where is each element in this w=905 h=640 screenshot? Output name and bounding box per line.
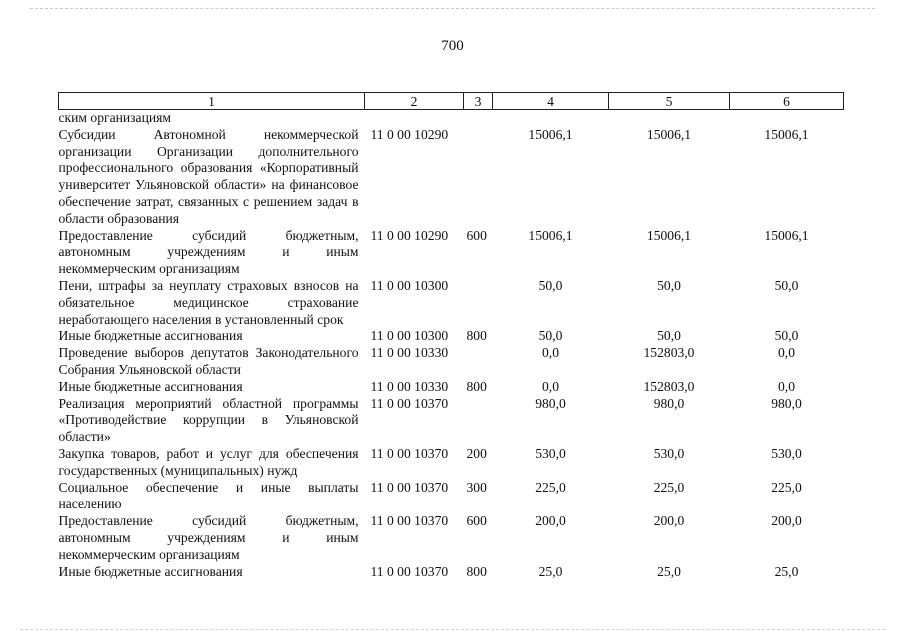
table-row [59,513,844,563]
row-code: 11 0 00 10370 [370,395,449,411]
row-value-year-2: 152803,0 [643,378,695,394]
row-value-year-2: 200,0 [653,513,685,529]
column-header: 6 [730,93,844,110]
row-expense-type: 600 [466,513,487,529]
table-row [59,480,844,514]
row-expense-type: 200 [466,445,487,461]
column-header: 3 [464,93,493,110]
row-value-year-3: 0,0 [778,378,795,394]
row-value-year-1: 0,0 [542,378,559,394]
table-header-row [59,93,844,110]
row-name: Предоставление субсидий бюджетным, автономным учреждениям и иным некоммерческим организациям [58,513,359,562]
row-expense-type: 800 [466,563,487,579]
row-name: Иные бюджетные ассигнования [58,328,243,344]
row-name: Субсидии Автономной некоммерческой организации Организации дополнительного профессионального образования «Корпоративный университет Ульяновской области» на финансовое обеспечение затрат, связанных с решением задач в области образования [58,126,359,226]
row-value-year-2: 50,0 [657,277,681,293]
row-value-year-3: 200,0 [771,513,802,529]
row-value-year-3: 50,0 [774,328,799,344]
scan-top-edge [30,8,875,9]
row-code: 11 0 00 10290 [370,126,449,142]
table-row [59,396,844,446]
table-row [59,228,844,278]
row-code: 11 0 00 10290 [370,227,449,243]
row-expense-type [464,278,493,328]
row-value-year-3: 980,0 [771,395,802,411]
row-name: Предоставление субсидий бюджетным, автономным учреждениям и иным некоммерческим организациям [58,227,359,277]
column-header: 5 [609,93,730,110]
row-name: Социальное обеспечение и иные выплаты населению [58,479,359,512]
row-value-year-2: 530,0 [653,445,685,461]
table-row [59,110,844,127]
row-value-year-2: 980,0 [653,395,685,411]
row-value-year-1: 225,0 [535,479,566,495]
table-row [59,564,844,581]
row-value-year-1: 200,0 [535,513,566,529]
column-header: 4 [493,93,609,110]
row-name: Иные бюджетные ассигнования [58,563,243,579]
table-row [59,127,844,228]
row-value-year-1: 980,0 [535,395,566,411]
row-value-year-3: 25,0 [774,563,799,579]
row-name: Пени, штрафы за неуплату страховых взносов на обязательное медицинское страхование неработающего населения в установленный срок [58,277,359,327]
row-expense-type [464,127,493,228]
row-value-year-1: 0,0 [542,345,559,361]
row-name: Иные бюджетные ассигнования [58,378,243,394]
row-code [365,110,464,127]
table-row [59,446,844,480]
row-code: 11 0 00 10370 [370,445,449,461]
row-value-year-3: 225,0 [771,479,802,495]
row-value-year-1: 15006,1 [528,126,573,142]
row-value-year-3: 15006,1 [764,227,809,243]
row-value-year-3 [730,110,844,127]
row-value-year-2: 50,0 [657,328,681,344]
row-code: 11 0 00 10370 [370,479,449,495]
row-code: 11 0 00 10330 [370,345,449,361]
row-value-year-1: 25,0 [538,563,563,579]
row-code: 11 0 00 10300 [370,277,449,293]
row-expense-type [464,345,493,379]
table-row [59,379,844,396]
table-row [59,345,844,379]
row-name: Закупка товаров, работ и услуг для обеспечения государственных (муниципальных) нужд [58,445,359,478]
row-value-year-2: 15006,1 [646,227,692,243]
row-value-year-1: 50,0 [538,277,563,293]
row-expense-type: 800 [466,378,487,394]
row-value-year-1: 15006,1 [528,227,573,243]
row-value-year-2: 152803,0 [643,345,695,361]
row-value-year-2 [609,110,730,127]
row-value-year-1 [493,110,609,127]
row-code: 11 0 00 10370 [370,513,449,529]
row-expense-type [464,110,493,127]
row-code: 11 0 00 10300 [370,328,449,344]
row-expense-type [464,396,493,446]
row-code: 11 0 00 10370 [370,563,449,579]
column-header: 2 [365,93,464,110]
row-expense-type: 300 [466,479,487,495]
row-value-year-2: 225,0 [653,479,685,495]
row-value-year-2: 25,0 [657,563,681,579]
row-name: ским организациям [58,110,171,125]
row-expense-type: 600 [466,227,487,243]
budget-table [58,92,844,580]
row-value-year-3: 0,0 [778,345,795,361]
row-expense-type: 800 [466,328,487,344]
scan-bottom-edge [20,629,885,630]
row-value-year-3: 15006,1 [764,126,809,142]
row-value-year-3: 50,0 [774,277,799,293]
column-header: 1 [59,93,365,110]
row-code: 11 0 00 10330 [370,378,449,394]
row-value-year-1: 530,0 [535,445,566,461]
table-row [59,328,844,345]
row-value-year-3: 530,0 [771,445,802,461]
table-row [59,278,844,328]
page-number: 700 [441,38,464,54]
row-value-year-1: 50,0 [538,328,563,344]
row-name: Проведение выборов депутатов Законодательного Собрания Ульяновской области [58,345,359,377]
row-name: Реализация мероприятий областной программы «Противодействие коррупции в Ульяновской области» [58,395,359,445]
row-value-year-2: 15006,1 [646,126,692,142]
